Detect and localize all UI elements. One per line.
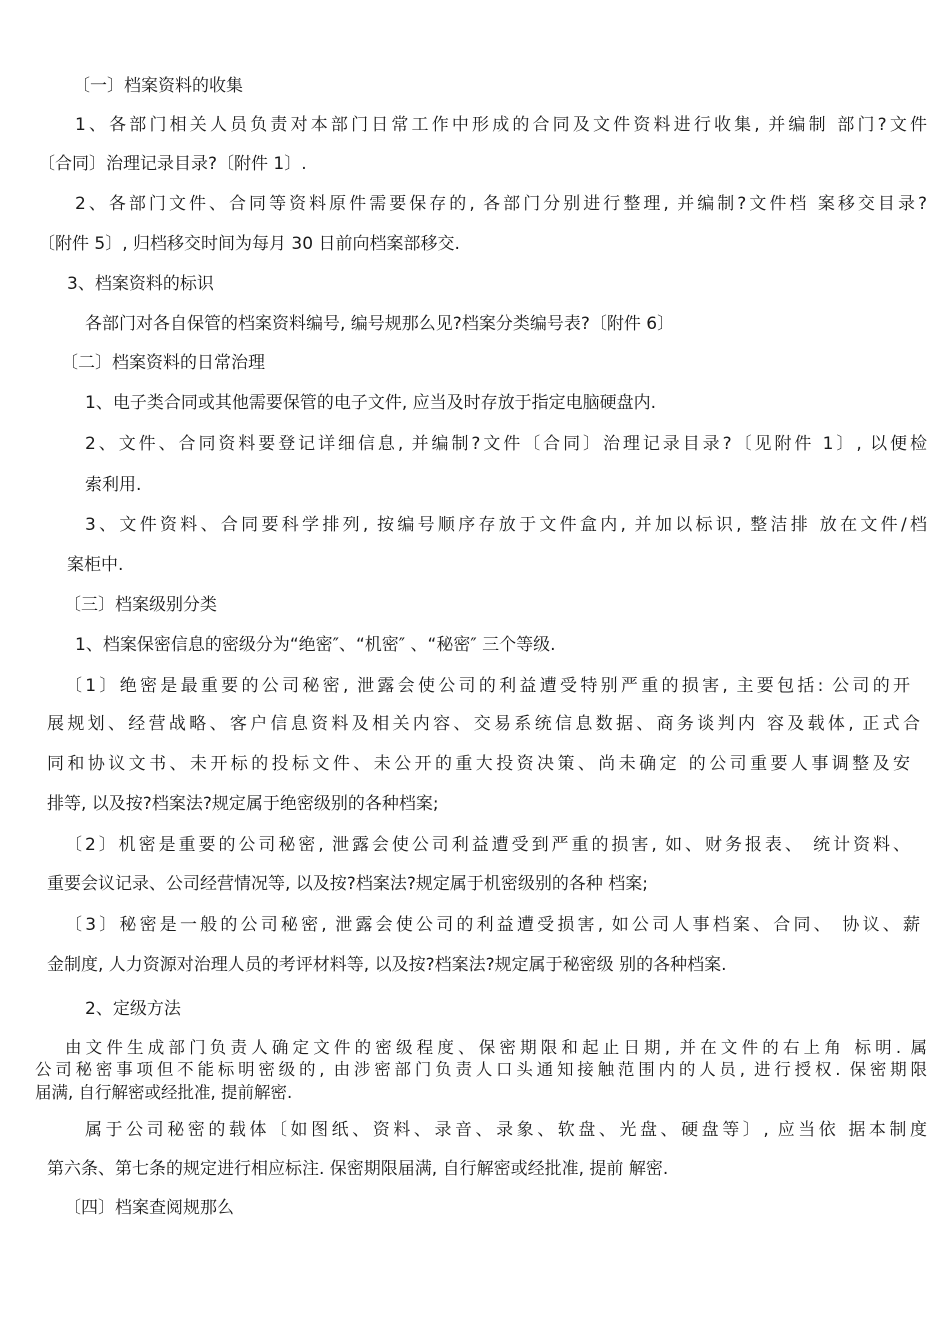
paragraph-line: 由文件生成部门负责人确定文件的密级程度、保密期限和起止日期, 并在文件的右上角 标明. 属: [65, 1038, 927, 1057]
paragraph-line: 〔2〕机密是重要的公司秘密, 泄露会使公司利益遭受到严重的损害, 如、财务报表、 统计资料、: [65, 835, 910, 855]
paragraph-line: 届满, 自行解密或经批准, 提前解密.: [35, 1083, 293, 1102]
paragraph-line: 〔3〕秘密是一般的公司秘密, 泄露会使公司的利益遭受损害, 如公司人事档案、合同、 协议、薪: [65, 915, 920, 935]
section-heading-1: 〔一〕档案资料的收集: [73, 76, 243, 96]
subheading: 3、档案资料的标识: [67, 274, 214, 294]
paragraph-line: 金制度, 人力资源对治理人员的考评材料等, 以及按?档案法?规定属于秘密级 别的各种档案.: [47, 955, 727, 975]
subheading: 2、定级方法: [85, 999, 181, 1019]
paragraph-line: 案柜中.: [67, 555, 124, 575]
paragraph-line: 公司秘密事项但不能标明密级的, 由涉密部门负责人口头通知接触范围内的人员, 进行授权. 保密期限: [35, 1060, 927, 1079]
paragraph-line: 展规划、经营战略、客户信息资料及相关内容、交易系统信息数据、商务谈判内 容及载体, 正式合: [47, 714, 920, 734]
section-heading-2: 〔二〕档案资料的日常治理: [61, 353, 265, 373]
paragraph-line: 1、电子类合同或其他需要保管的电子文件, 应当及时存放于指定电脑硬盘内.: [85, 393, 657, 413]
paragraph-line: 各部门对各自保管的档案资料编号, 编号规那么见?档案分类编号表?〔附件 6〕: [85, 314, 675, 334]
paragraph-line: 索利用.: [85, 475, 142, 495]
paragraph-line: 第六条、第七条的规定进行相应标注. 保密期限届满, 自行解密或经批准, 提前 解密.: [47, 1159, 669, 1179]
paragraph-line: 2、文件、合同资料要登记详细信息, 并编制?文件〔合同〕治理记录目录?〔见附件 1〕, 以便检: [85, 434, 927, 454]
paragraph-line: 1、各部门相关人员负责对本部门日常工作中形成的合同及文件资料进行收集, 并编制 部门?文件: [75, 115, 927, 135]
paragraph-line: 重要会议记录、公司经营情况等, 以及按?档案法?规定属于机密级别的各种 档案;: [47, 874, 648, 894]
paragraph-line: 〔附件 5〕, 归档移交时间为每月 30 日前向档案部移交.: [38, 234, 460, 254]
paragraph-line: 2、各部门文件、合同等资料原件需要保存的, 各部门分别进行整理, 并编制?文件档 案移交目录?: [75, 194, 927, 214]
paragraph-line: 排等, 以及按?档案法?规定属于绝密级别的各种档案;: [47, 794, 439, 814]
paragraph-line: 〔合同〕治理记录目录?〔附件 1〕.: [38, 154, 307, 174]
section-heading-4: 〔四〕档案查阅规那么: [64, 1198, 234, 1218]
paragraph-line: 同和协议文书、未开标的投标文件、未公开的重大投资决策、尚未确定 的公司重要人事调整及安: [47, 754, 910, 774]
paragraph-line: 1、档案保密信息的密级分为“绝密″、“机密″ 、“秘密″ 三个等级.: [75, 635, 556, 655]
paragraph-line: 属于公司秘密的载体〔如图纸、资料、录音、录象、软盘、光盘、硬盘等〕, 应当依 据本制度: [85, 1120, 927, 1140]
paragraph-line: 〔1〕绝密是最重要的公司秘密, 泄露会使公司的利益遭受特别严重的损害, 主要包括: 公司的开: [65, 676, 910, 696]
paragraph-line: 3、文件资料、合同要科学排列, 按编号顺序存放于文件盒内, 并加以标识, 整洁排 放在文件/档: [85, 515, 927, 535]
section-heading-3: 〔三〕档案级别分类: [64, 595, 217, 615]
